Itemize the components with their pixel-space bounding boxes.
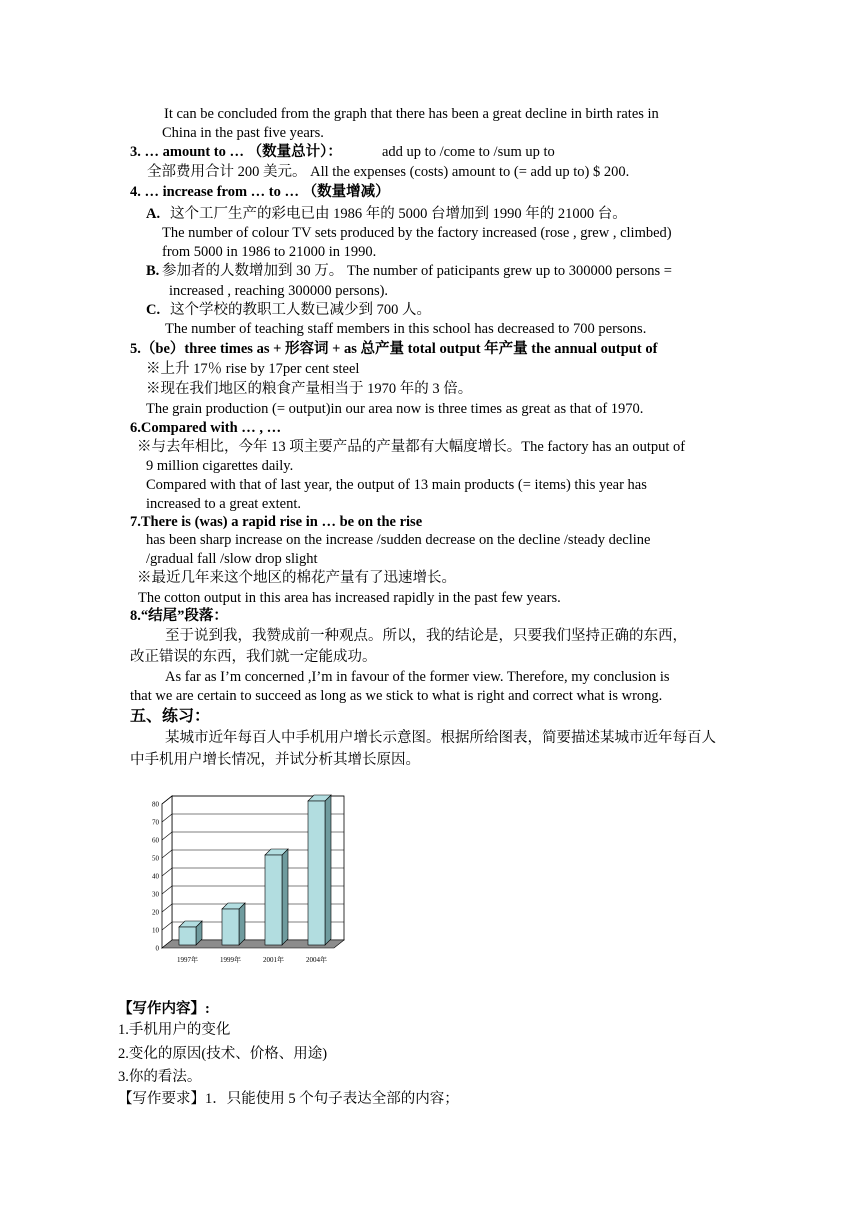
x-tick-label: 2004年 — [306, 956, 327, 964]
text-line: from 5000 in 1986 to 21000 in 1990. — [162, 244, 377, 260]
text-line: 某城市近年每百人中手机用户增长示意图。根据所给图表，简要描述某城市近年每百人 — [165, 730, 716, 746]
bar — [265, 855, 282, 945]
item-label: C. — [146, 302, 161, 318]
text-line: As far as I’m concerned ,I’m in favour of the former view. Therefore, my conclusion is — [165, 669, 670, 685]
text-line: increased to a great extent. — [146, 496, 301, 512]
section-heading: 【写作内容】: — [118, 1001, 210, 1017]
bar-side — [282, 849, 288, 945]
text-line: that we are certain to succeed as long as we stick to what is right and correct what is wrong. — [130, 688, 663, 704]
y-tick-label: 80 — [152, 800, 159, 809]
section-heading: 7.There is (was) a rapid rise in … be on the rise — [130, 514, 423, 530]
text-line: The cotton output in this area has increased rapidly in the past few years. — [138, 590, 561, 606]
section-heading: 4. … increase from … to … （数量增减） — [130, 184, 390, 200]
item-label: A. — [146, 206, 161, 222]
y-tick-label: 60 — [152, 836, 159, 845]
text-line: The number of teaching staff members in this school has decreased to 700 persons. — [165, 321, 647, 337]
text-line: 9 million cigarettes daily. — [146, 458, 294, 474]
y-tick-label: 10 — [152, 926, 159, 935]
y-tick-label: 20 — [152, 908, 159, 917]
text-line: The grain production (= output)in our area now is three times as great as that of 1970. — [146, 401, 644, 417]
text-line: ※现在我们地区的粮食产量相当于 1970 年的 3 倍。 — [146, 381, 473, 397]
section-heading: 8.“结尾”段落： — [130, 608, 228, 624]
text-line: 2.变化的原因(技术、价格、用途) — [118, 1046, 328, 1062]
text-line: ※上升 17％ rise by 17per cent steel — [146, 361, 360, 377]
text-line: 中手机用户增长情况，并试分析其增长原因。 — [130, 752, 420, 768]
text-line: 改正错误的东西，我们就一定能成功。 — [130, 649, 377, 665]
x-tick-label: 2001年 — [263, 956, 284, 964]
section-heading: 3. … amount to … （数量总计）： — [130, 144, 342, 160]
y-tick-label: 30 — [152, 890, 159, 899]
item-label: B. — [146, 263, 160, 279]
text-line: 这个工厂生产的彩电已由 1986 年的 5000 台增加到 1990 年的 21000 台。 — [170, 206, 627, 222]
text-line: Compared with that of last year, the output of 13 main products (= items) this year has — [146, 477, 647, 493]
x-tick-label: 1997年 — [177, 956, 198, 964]
text-line: has been sharp increase on the increase /sudden decrease on the decline /steady decline — [146, 532, 651, 548]
text-line: add up to /come to /sum up to — [382, 144, 555, 160]
text-line: 这个学校的教职工人数已减少到 700 人。 — [170, 302, 431, 318]
x-tick-label: 1999年 — [220, 956, 241, 964]
text-line: 全部费用合计 200 美元。 All the expenses (costs) amount to (= add up to) $ 200. — [147, 164, 630, 180]
bar — [222, 909, 239, 945]
text-line: 【写作要求】1．只能使用 5 个句子表达全部的内容； — [118, 1091, 459, 1107]
text-line: The number of colour TV sets produced by the factory increased (rose , grew , climbed) — [162, 225, 672, 241]
y-tick-label: 70 — [152, 818, 159, 827]
text-line: 至于说到我，我赞成前一种观点。所以，我的结论是，只要我们坚持正确的东西， — [165, 628, 687, 644]
y-tick-label: 50 — [152, 854, 159, 863]
text-line: ※最近几年来这个地区的棉花产量有了迅速增长。 — [137, 570, 456, 586]
text-line: ※与去年相比，今年 13 项主要产品的产量都有大幅度增长。The factory has an output of — [137, 439, 686, 455]
y-tick-label: 0 — [155, 944, 159, 953]
exercise-heading: 五、练习： — [130, 708, 211, 725]
text-line: 1.手机用户的变化 — [118, 1022, 231, 1038]
bar-chart — [140, 792, 360, 970]
bar — [179, 927, 196, 945]
text-line: 参加者的人数增加到 30 万。 The number of paticipants grew up to 300000 persons = — [162, 263, 672, 279]
text-line: increased , reaching 300000 persons). — [169, 283, 389, 299]
text-line: /gradual fall /slow drop slight — [146, 551, 318, 567]
section-heading: 6.Compared with … , … — [130, 420, 282, 436]
text-line: It can be concluded from the graph that there has been a great decline in birth rates in — [164, 106, 659, 122]
section-heading: 5.（be）three times as + 形容词 + as 总产量 total output 年产量 the annual output of — [130, 341, 658, 357]
text-line: 3.你的看法。 — [118, 1069, 202, 1085]
y-tick-label: 40 — [152, 872, 159, 881]
text-line: China in the past five years. — [162, 125, 324, 141]
bar — [308, 801, 325, 945]
bar-side — [239, 903, 245, 945]
bar-side — [325, 795, 331, 945]
